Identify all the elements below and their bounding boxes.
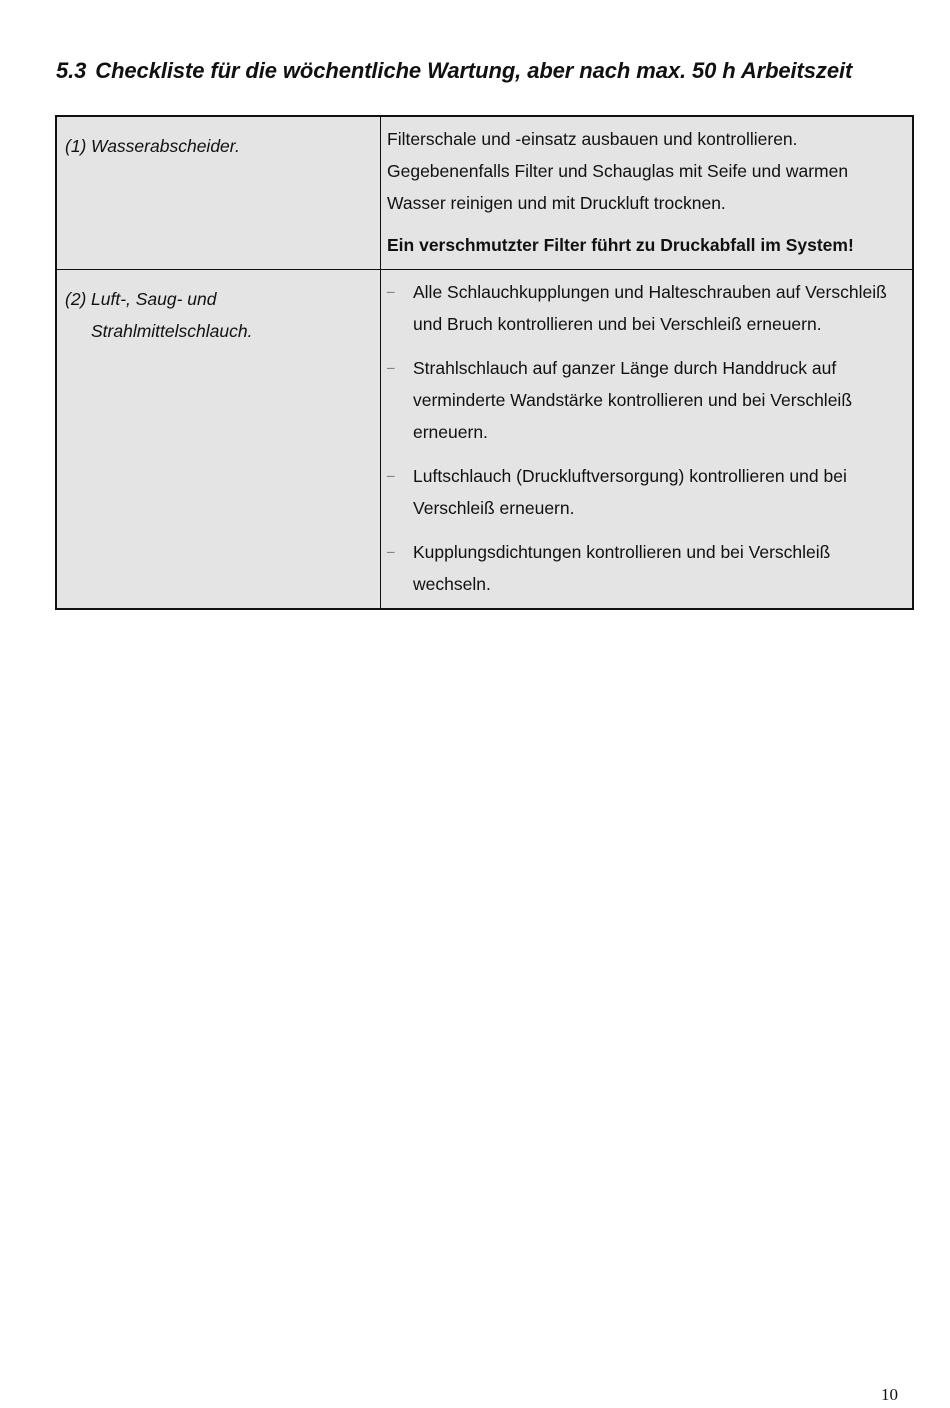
page-title bbox=[56, 58, 852, 84]
dash-bullet: – bbox=[387, 544, 395, 560]
section-title: Checkliste für die wöchentliche Wartung, aber nach max. 50 h Arbeitszeit bbox=[95, 58, 853, 83]
instruction-paragraph: Filterschale und -einsatz ausbauen und kontrollieren. Gegebenenfalls Filter und Schauglas mit Seife und warmen Wasser reinigen und mit Druckluft trocknen. bbox=[387, 129, 849, 213]
table-row bbox=[56, 116, 913, 270]
item-cell bbox=[56, 116, 381, 270]
list-item bbox=[387, 352, 904, 448]
dash-bullet: – bbox=[387, 360, 395, 376]
list-item bbox=[387, 536, 904, 600]
item-label: Wasserabscheider. bbox=[91, 136, 240, 156]
list-item bbox=[387, 276, 904, 340]
list-item-text: Strahlschlauch auf ganzer Länge durch Handdruck auf verminderte Wandstärke kontrollieren und bei Verschleiß erneuern. bbox=[413, 358, 853, 442]
checklist-table bbox=[55, 115, 914, 610]
description-cell bbox=[381, 270, 914, 610]
item-label: Luft-, Saug- und Strahlmittelschlauch. bbox=[91, 289, 253, 341]
item-heading bbox=[65, 283, 374, 347]
list-item-text: Luftschlauch (Druckluftversorgung) kontrollieren und bei Verschleiß erneuern. bbox=[413, 466, 847, 518]
list-item-text: Alle Schlauchkupplungen und Halteschrauben auf Verschleiß und Bruch kontrollieren und bei Verschleiß erneuern. bbox=[413, 282, 887, 334]
instruction-list bbox=[387, 276, 904, 600]
list-item bbox=[387, 460, 904, 524]
warning-text: Ein verschmutzter Filter führt zu Druckabfall im System! bbox=[387, 235, 854, 255]
description-cell bbox=[381, 116, 914, 270]
section-number: 5.3 bbox=[56, 58, 87, 83]
item-heading bbox=[65, 130, 374, 162]
item-cell bbox=[56, 270, 381, 610]
item-number: (1) bbox=[65, 136, 87, 156]
table-row bbox=[56, 270, 913, 610]
dash-bullet: – bbox=[387, 468, 395, 484]
dash-bullet: – bbox=[387, 284, 395, 300]
page-number: 10 bbox=[881, 1385, 898, 1404]
item-number: (2) bbox=[65, 289, 87, 309]
list-item-text: Kupplungsdichtungen kontrollieren und bei Verschleiß wechseln. bbox=[413, 542, 831, 594]
